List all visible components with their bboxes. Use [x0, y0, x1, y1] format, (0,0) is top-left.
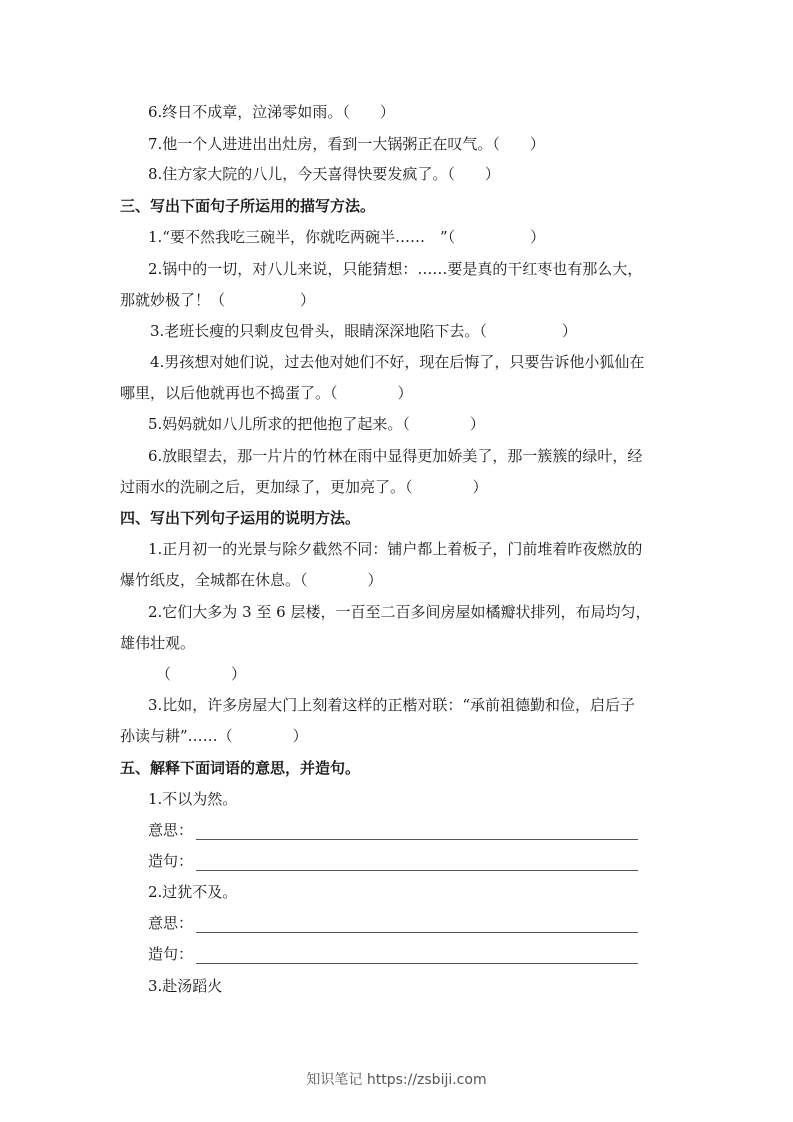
section4-line-6: 3.比如，许多房屋大门上刻着这样的正楷对联：“承前祖德勤和俭，启后子 [148, 696, 635, 714]
section3-line-4: 3.老班长瘦的只剩皮包骨头，眼睛深深地陷下去。（ ） [150, 322, 577, 340]
meaning-field-1[interactable] [148, 820, 638, 842]
section3-line-2: 2.锅中的一切，对八儿来说，只能猜想：……要是真的干红枣也有那么大， [148, 260, 643, 278]
section3-heading: 三、写出下面句子所运用的描写方法。 [120, 197, 376, 215]
section3-line-3: 那就妙极了！（ ） [120, 291, 316, 309]
section4-line-3: 2.它们大多为 3 至 6 层楼，一百至二百多间房屋如橘瓣状排列，布局均匀， [148, 603, 651, 621]
section3-line-7: 5.妈妈就如八儿所求的把他抱了起来。（ ） [148, 415, 485, 433]
part2-item-7: 7.他一个人进进出出灶房，看到一大锅粥正在叹气。（ ） [148, 135, 545, 153]
section5-heading: 五、解释下面词语的意思，并造句。 [120, 759, 361, 777]
sentence-field-2[interactable] [148, 944, 638, 966]
section4-line-2: 爆竹纸皮，全城都在休息。（ ） [120, 571, 383, 589]
sentence-field-1[interactable] [148, 851, 638, 873]
meaning-answer-line[interactable] [196, 839, 638, 840]
sentence-answer-line[interactable] [196, 963, 638, 964]
meaning-answer-line[interactable] [196, 932, 638, 933]
section5-word-1: 1.不以为然。 [148, 790, 238, 808]
section3-line-6: 哪里，以后他就再也不捣蛋了。（ ） [120, 384, 413, 402]
section3-line-9: 过雨水的洗刷之后，更加绿了，更加亮了。（ ） [120, 478, 488, 496]
part2-item-8: 8.住方家大院的八儿，今天喜得快要发疯了。（ ） [148, 165, 500, 183]
section4-line-7: 孙读与耕”……（ ） [120, 727, 308, 745]
section3-line-1: 1.“要不然我吃三碗半，你就吃两碗半…… ”（ ） [148, 228, 546, 246]
section5-word-3: 3.赴汤蹈火 [148, 977, 223, 995]
meaning-field-2[interactable] [148, 913, 638, 935]
section4-line-1: 1.正月初一的光景与除夕截然不同：铺户都上着板子，门前堆着昨夜燃放的 [148, 540, 643, 558]
sentence-answer-line[interactable] [196, 870, 638, 871]
meaning-label: 意思： [148, 914, 194, 932]
section4-line-5: （ ） [156, 665, 247, 683]
sentence-label: 造句： [148, 852, 194, 870]
section5-word-2: 2.过犹不及。 [148, 883, 238, 901]
section3-line-5: 4.男孩想对她们说，过去他对她们不好，现在后悔了，只要告诉他小狐仙在 [150, 353, 645, 371]
section4-heading: 四、写出下列句子运用的说明方法。 [120, 509, 361, 527]
sentence-label: 造句： [148, 945, 194, 963]
section3-line-8: 6.放眼望去，那一片片的竹林在雨中显得更加娇美了，那一簇簇的绿叶，经 [148, 447, 643, 465]
section4-line-4: 雄伟壮观。 [120, 634, 196, 652]
meaning-label: 意思： [148, 821, 194, 839]
footer-source: 知识笔记 https://zsbiji.com [306, 1072, 487, 1088]
part2-item-6: 6.终日不成章，泣涕零如雨。（ ） [148, 103, 395, 121]
